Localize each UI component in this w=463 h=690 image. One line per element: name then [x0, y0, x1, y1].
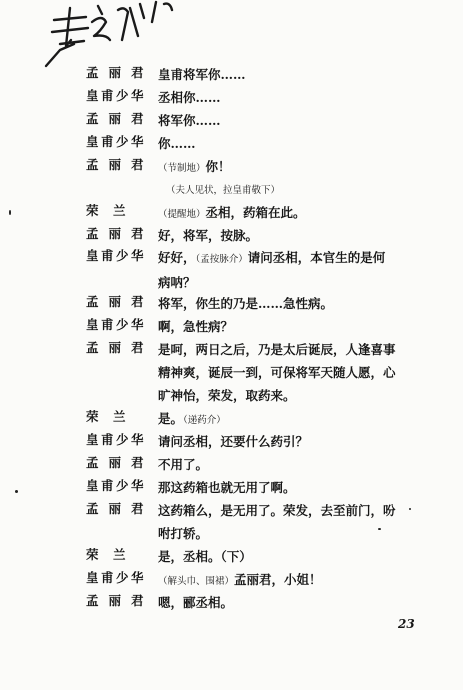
speech-text: 丞相你……	[158, 90, 221, 105]
stage-direction: （提醒地）	[158, 209, 206, 220]
speech-text: （节制地）你！	[158, 159, 231, 174]
speaker-name: 皇甫少华	[86, 88, 144, 103]
stage-direction: （节制地）	[158, 163, 206, 174]
speech-text: 不用了。	[158, 457, 209, 472]
speaker-name: 孟丽君	[86, 593, 144, 608]
speech-text: 将军你……	[158, 113, 221, 128]
speech-text: 请问丞相，还要什么药引？	[158, 434, 309, 449]
speaker-name: 荣兰	[86, 547, 126, 562]
speaker-name: 孟丽君	[86, 294, 144, 309]
speech-text: 皇甫将军你……	[158, 67, 246, 82]
stage-direction: （夫人见状，拉皇甫敬下）	[166, 185, 281, 196]
speaker-name: 孟丽君	[86, 157, 144, 172]
speaker-name: 皇甫少华	[86, 248, 144, 263]
speaker-name: 荣兰	[86, 203, 126, 218]
speech-text: 是呵，两日之后，乃是太后诞辰，人逢喜事 精神爽，诞辰一到，可保将军天随人愿，心 旷神怡，荣发，取药来。	[158, 342, 396, 403]
speech-text: 嗯，郦丞相。	[158, 595, 234, 610]
ink-speck	[15, 490, 18, 493]
speaker-name: 皇甫少华	[86, 478, 144, 493]
speaker-name: 孟丽君	[86, 501, 144, 516]
speech-text: 那这药箱也就无用了啊。	[158, 480, 296, 495]
speech-text: 啊，急性病？	[158, 319, 234, 334]
stage-direction: （孟按脉介）	[195, 254, 248, 265]
stage-direction: （递药介）	[183, 415, 226, 426]
speaker-name: 孟丽君	[86, 226, 144, 241]
page-number: 23	[398, 617, 415, 631]
stage-direction: （解头巾、围裙）	[158, 576, 235, 587]
ink-speck	[9, 210, 11, 215]
speaker-name: 孟丽君	[86, 340, 144, 355]
speaker-name: 孟丽君	[86, 111, 144, 126]
speech-text: （解头巾、围裙）孟丽君，小姐！	[158, 572, 322, 587]
speech-text: 是，丞相。（下）	[158, 549, 252, 564]
speaker-name: 荣兰	[86, 409, 126, 424]
speaker-name: 皇甫少华	[86, 432, 144, 447]
speaker-name: 皇甫少华	[86, 570, 144, 585]
speech-text: （提醒地）丞相，药箱在此。	[158, 205, 306, 220]
speech-text: 是。（递药介）	[158, 411, 226, 426]
speaker-name: 孟丽君	[86, 455, 144, 470]
speech-text: 好，将军，按脉。	[158, 228, 259, 243]
speech-text: 你……	[158, 136, 196, 151]
speech-text: 将军，你生的乃是……急性病。	[158, 296, 334, 311]
speaker-name: 皇甫少华	[86, 317, 144, 332]
speech-text: 这药箱么，是无用了。荣发，去至前门，吩 咐打轿。	[158, 503, 396, 541]
speaker-name: 孟丽君	[86, 65, 144, 80]
speech-text: 好好，（孟按脉介）请问丞相，本官生的是何 病呐？	[158, 250, 386, 290]
speaker-name: 皇甫少华	[86, 134, 144, 149]
